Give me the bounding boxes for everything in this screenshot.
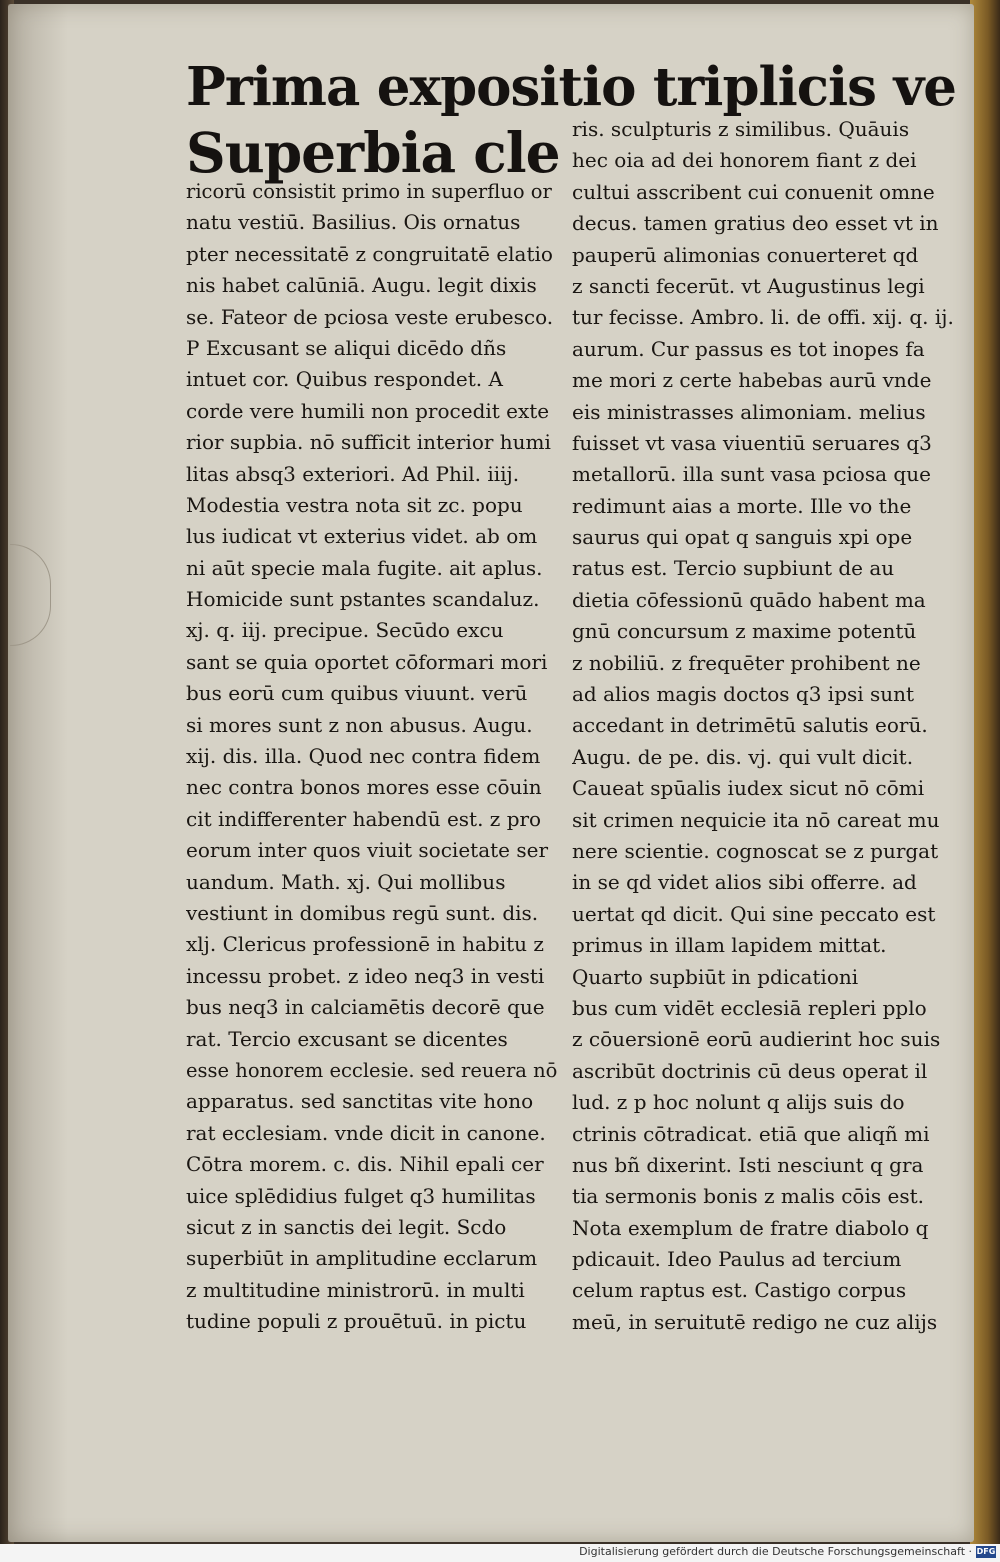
text-line: accedant in detrimētū salutis eorū. [572,713,928,738]
text-line: apparatus. sed sanctitas vite hono [186,1089,534,1114]
text-line: se. Fateor de pciosa veste erubesco. [186,304,554,329]
text-line: lus iudicat vt exterius videt. ab om [186,524,538,549]
page-tab-mark [10,544,51,646]
text-line: ascribūt doctrinis cū deus operat il [572,1058,928,1083]
text-line: dietia cōfessionū quādo habent ma [572,587,926,612]
text-line: litas absq3 exteriori. Ad Phil. iiij. [186,461,520,486]
text-line: xj. q. iij. precipue. Secūdo excu [186,618,504,643]
text-line: ricorū consistit primo in superfluo or [186,180,552,203]
text-line: intuet cor. Quibus respondet. A [186,367,503,392]
text-line: z nobiliū. z frequēter prohibent ne [572,650,921,675]
text-line: nis habet calūniā. Augu. legit dixis [186,273,537,298]
text-line: in se qd videt alios sibi offerre. ad [572,870,917,895]
text-line: incessu probet. z ideo neq3 in vesti [186,963,545,988]
text-line: nus bñ dixerint. Isti nesciunt q gra [572,1152,924,1177]
scan-background-right [970,0,1000,1562]
text-line: metallorū. illa sunt vasa pciosa que [572,462,931,487]
dfg-logo: DFG [976,1547,996,1556]
text-line: cit indifferenter habendū est. z pro [186,806,542,831]
text-line: sicut z in sanctis dei legit. Scdo [186,1214,507,1239]
text-line: rior supbia. nō sufficit interior humi [186,430,551,455]
text-line: ni aūt specie mala fugite. ait aplus. [186,555,543,580]
page-heading-line-1: Prima expositio triplicis ve [186,56,956,118]
left-text-column [186,176,558,1337]
text-line: vestiunt in domibus regū sunt. dis. [186,900,539,925]
text-line: fuisset vt vasa viuentiū seruares q3 [572,430,932,455]
text-line: bus eorū cum quibus viuunt. verū [186,681,528,706]
text-line: Augu. de pe. dis. vj. qui vult dicit. [572,744,914,769]
digitization-footer [0,1544,1000,1562]
text-line: natu vestiū. Basilius. Ois ornatus [186,210,521,235]
text-line: aurum. Cur passus es tot inopes fa [572,336,925,361]
text-line: superbiūt in amplitudine ecclarum [186,1246,538,1271]
text-line: cultui asscribent cui conuenit omne [572,179,935,204]
text-line: z multitudine ministrorū. in multi [186,1277,525,1302]
text-line: uice splēdidius fulget q3 humilitas [186,1183,536,1208]
text-line: redimunt aias a morte. Ille vo the [572,493,912,518]
text-line: bus cum vidēt ecclesiā repleri pplo [572,995,927,1020]
text-line: Nota exemplum de fratre diabolo q [572,1215,929,1240]
text-line: Cōtra morem. c. dis. Nihil epali cer [186,1152,544,1177]
text-line: xij. dis. illa. Quod nec contra fidem [186,744,541,769]
text-line: ad alios magis doctos q3 ipsi sunt [572,682,915,707]
text-line: sant se quia oportet cōformari mori [186,649,548,674]
text-line: nere scientie. cognoscat se z purgat [572,838,939,863]
text-line: nec contra bonos mores esse cōuin [186,775,542,800]
text-line: z cōuersionē eorū audierint hoc suis [572,1027,941,1052]
text-line: pdicauit. Ideo Paulus ad tercium [572,1247,902,1272]
text-line: corde vere humili non procedit exte [186,398,550,423]
text-line: hec oia ad dei honorem fiant z dei [572,148,917,173]
text-line: si mores sunt z non abusus. Augu. [186,712,533,737]
text-line: uandum. Math. xj. Qui mollibus [186,869,506,894]
text-line: xlj. Clericus professionē in habitu z [186,932,544,957]
text-line: pauperū alimonias conuerteret qd [572,242,919,267]
text-line: gnū concursum z maxime potentū [572,619,917,644]
text-line: P Excusant se aliqui dicēdo dñs [186,335,507,360]
text-line: decus. tamen gratius deo esset vt in [572,211,939,236]
text-line: eorum inter quos viuit societate ser [186,838,549,863]
text-line: tur fecisse. Ambro. li. de offi. xij. q. ij. [572,305,954,330]
text-line: esse honorem ecclesie. sed reuera nō [186,1058,558,1082]
text-line: Caueat spūalis iudex sicut nō cōmi [572,776,925,801]
text-line: Homicide sunt pstantes scandaluz. [186,587,540,612]
text-line: pter necessitatē z congruitatē elatio [186,241,553,266]
page-heading-line-2: Superbia cle [186,120,560,185]
text-line: bus neq3 in calciamētis decorē que [186,995,545,1020]
text-line: ctrinis cōtradicat. etiā que aliqñ mi [572,1121,930,1146]
footer-credit: Digitalisierung gefördert durch die Deutsche Forschungsgemeinschaft · [579,1545,972,1558]
text-line: uertat qd dicit. Qui sine peccato est [572,901,936,926]
text-line: eis ministrasses alimoniam. melius [572,399,926,424]
text-line: meū, in seruitutē redigo ne cuz alijs [572,1309,938,1334]
text-line: tudine populi z prouētuū. in pictu [186,1309,527,1334]
text-line: sit crimen nequicie ita nō careat mu [572,807,940,832]
text-line: primus in illam lapidem mittat. [572,933,887,958]
text-line: saurus qui opat q sanguis xpi ope [572,525,913,550]
text-line: ris. sculpturis z similibus. Quāuis [572,117,910,141]
text-line: Quarto supbiūt in pdicationi [572,964,859,989]
text-line: z sancti fecerūt. vt Augustinus legi [572,273,925,298]
right-text-column [572,114,964,1338]
text-line: Modestia vestra nota sit zc. popu [186,492,523,517]
text-line: rat. Tercio excusant se dicentes [186,1026,508,1051]
text-line: me mori z certe habebas aurū vnde [572,368,932,393]
text-line: tia sermonis bonis z malis cōis est. [572,1184,924,1209]
text-line: lud. z p hoc nolunt q alijs suis do [572,1090,905,1115]
text-line: ratus est. Tercio supbiunt de au [572,556,895,581]
text-line: rat ecclesiam. vnde dicit in canone. [186,1120,546,1145]
text-line: celum raptus est. Castigo corpus [572,1278,907,1303]
